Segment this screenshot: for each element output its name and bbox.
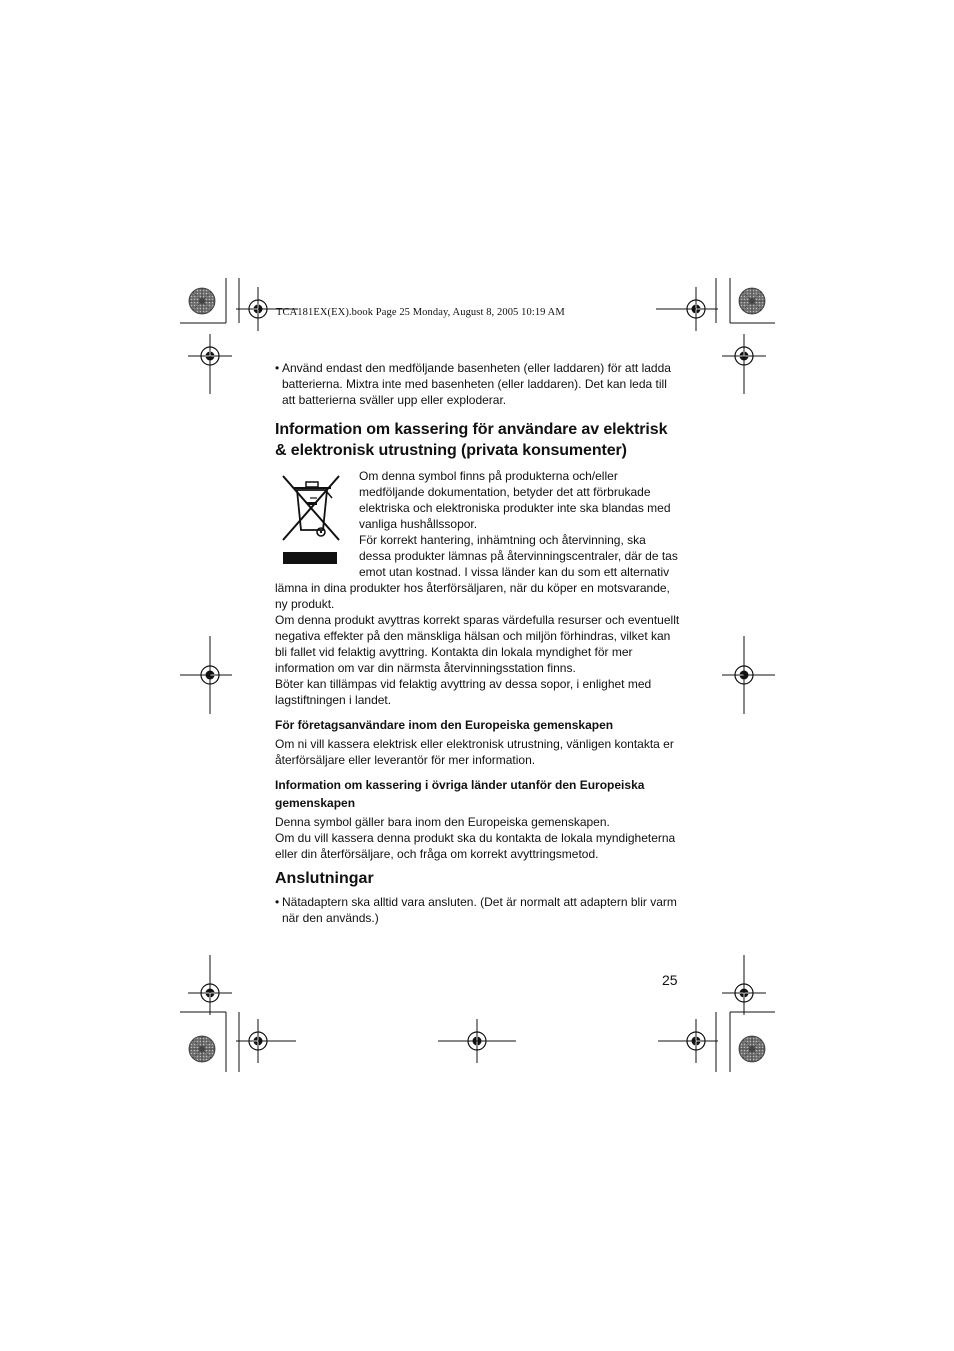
battery-warning-bullet (275, 360, 680, 408)
battery-warning-text: Använd endast den medföljande basenheten (eller laddaren) för att ladda batterierna. Mixtra inte med basenheten (eller laddaren). Det kan leda till att batterierna sväller upp eller exploderar. (282, 361, 671, 407)
weee-bar-marker (283, 552, 337, 564)
other-countries-text-1: Denna symbol gäller bara inom den Europeiska gemenskapen. (275, 815, 610, 829)
disposal-paragraph-2: För korrekt hantering, inhämtning och återvinning, ska dessa produkter lämnas på återvinningscentraler, där de tas emot utan kostnad. I vissa länder kan du som ett alternativ lämna in dina produkter hos återförsäljaren, när du köper en motsvarande, ny produkt. (275, 533, 678, 611)
disposal-paragraph-1: Om denna symbol finns på produkterna och/eller medföljande dokumentation, betyder det att förbrukade elektriska och elektroniska produkter inte ska blandas med vanliga hushållssopor. (359, 469, 671, 531)
disposal-paragraph-3: Om denna produkt avyttras korrekt sparas värdefulla resurser och eventuellt negativa effekter på den mänskliga hälsan och miljön förhindras, vilket kan bli fallet vid felaktig avyttring. Kontakta din lokala myndighet för mer information om var din närmsta återvinningsstation finns. (275, 613, 680, 675)
other-countries-heading: Information om kassering i övriga länder utanför den Europeiska gemenskapen (275, 778, 645, 810)
crossed-out-wheeled-bin-icon (277, 468, 347, 568)
connections-heading: Anslutningar (275, 870, 374, 887)
disposal-section (275, 468, 680, 708)
business-heading: För företagsanvändare inom den Europeiska gemenskapen (275, 718, 614, 732)
wheeled-bin-drawing (277, 468, 347, 552)
business-text: Om ni vill kassera elektrisk eller elektronisk utrustning, vänligen kontakta er återförsäljare eller leverantör för mer information. (275, 737, 674, 767)
bullet-symbol: • (275, 895, 280, 909)
connections-bullet (275, 894, 680, 926)
disposal-heading: Information om kassering för användare av elektrisk & elektronisk utrustning (privata konsumenter) (275, 421, 668, 459)
disposal-paragraph-4: Böter kan tillämpas vid felaktig avyttring av dessa sopor, i enlighet med lagstiftningen i landet. (275, 677, 652, 707)
bullet-symbol: • (275, 361, 280, 375)
connections-text: Nätadaptern ska alltid vara ansluten. (Det är normalt att adaptern blir varm när den används.) (282, 895, 677, 925)
print-header: TCA181EX(EX).book Page 25 Monday, August 8, 2005 10:19 AM (276, 307, 565, 318)
page-number: 25 (662, 972, 678, 988)
page-content (275, 360, 680, 926)
other-countries-text-2: Om du vill kassera denna produkt ska du kontakta de lokala myndigheterna eller din återförsäljare, och fråga om korrekt avyttringsmetod. (275, 831, 676, 861)
